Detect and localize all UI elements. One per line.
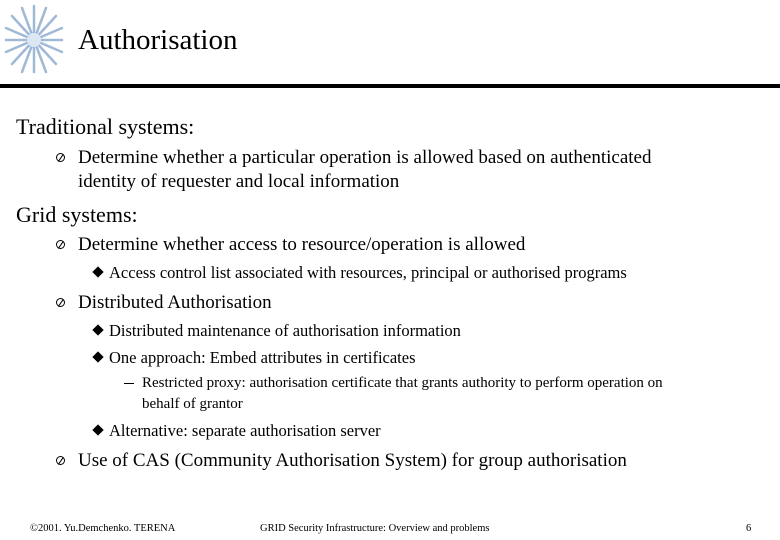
list-item-text: identity of requester and local information [78, 171, 400, 192]
list-item-text: Determine whether access to resource/operation is allowed [78, 234, 526, 255]
page-number: 6 [746, 523, 752, 534]
footer-title: GRID Security Infrastructure: Overview and problems [260, 523, 490, 534]
list-item-text: Distributed Authorisation [78, 292, 272, 313]
diamond-bullet-icon [92, 424, 103, 435]
diamond-bullet-icon [92, 351, 103, 362]
title-divider [0, 84, 780, 88]
sub-item-text: Distributed maintenance of authorisation information [109, 321, 461, 340]
dash-bullet-icon [124, 383, 134, 384]
crossed-circle-bullet-icon [56, 240, 65, 249]
section-heading-grid: Grid systems: [16, 202, 138, 227]
list-item-text: Use of CAS (Community Authorisation System) for group authorisation [78, 450, 627, 471]
crossed-circle-bullet-icon [56, 298, 65, 307]
sub-item-text: Alternative: separate authorisation server [109, 421, 381, 440]
sub-sub-item-text: Restricted proxy: authorisation certificate that grants authority to perform operation on [142, 375, 663, 391]
sub-item-text: Access control list associated with resources, principal or authorised programs [109, 263, 627, 282]
diamond-bullet-icon [92, 266, 103, 277]
sub-sub-item-text: behalf of grantor [142, 396, 243, 412]
diamond-bullet-icon [92, 324, 103, 335]
crossed-circle-bullet-icon [56, 153, 65, 162]
sub-item-text: One approach: Embed attributes in certificates [109, 348, 416, 367]
slide-title: Authorisation [78, 24, 238, 56]
starburst-logo-icon [0, 0, 72, 80]
list-item-text: Determine whether a particular operation is allowed based on authenticated [78, 147, 652, 168]
footer-copyright: ©2001. Yu.Demchenko. TERENA [30, 523, 176, 534]
crossed-circle-bullet-icon [56, 456, 65, 465]
section-heading-traditional: Traditional systems: [16, 114, 195, 139]
